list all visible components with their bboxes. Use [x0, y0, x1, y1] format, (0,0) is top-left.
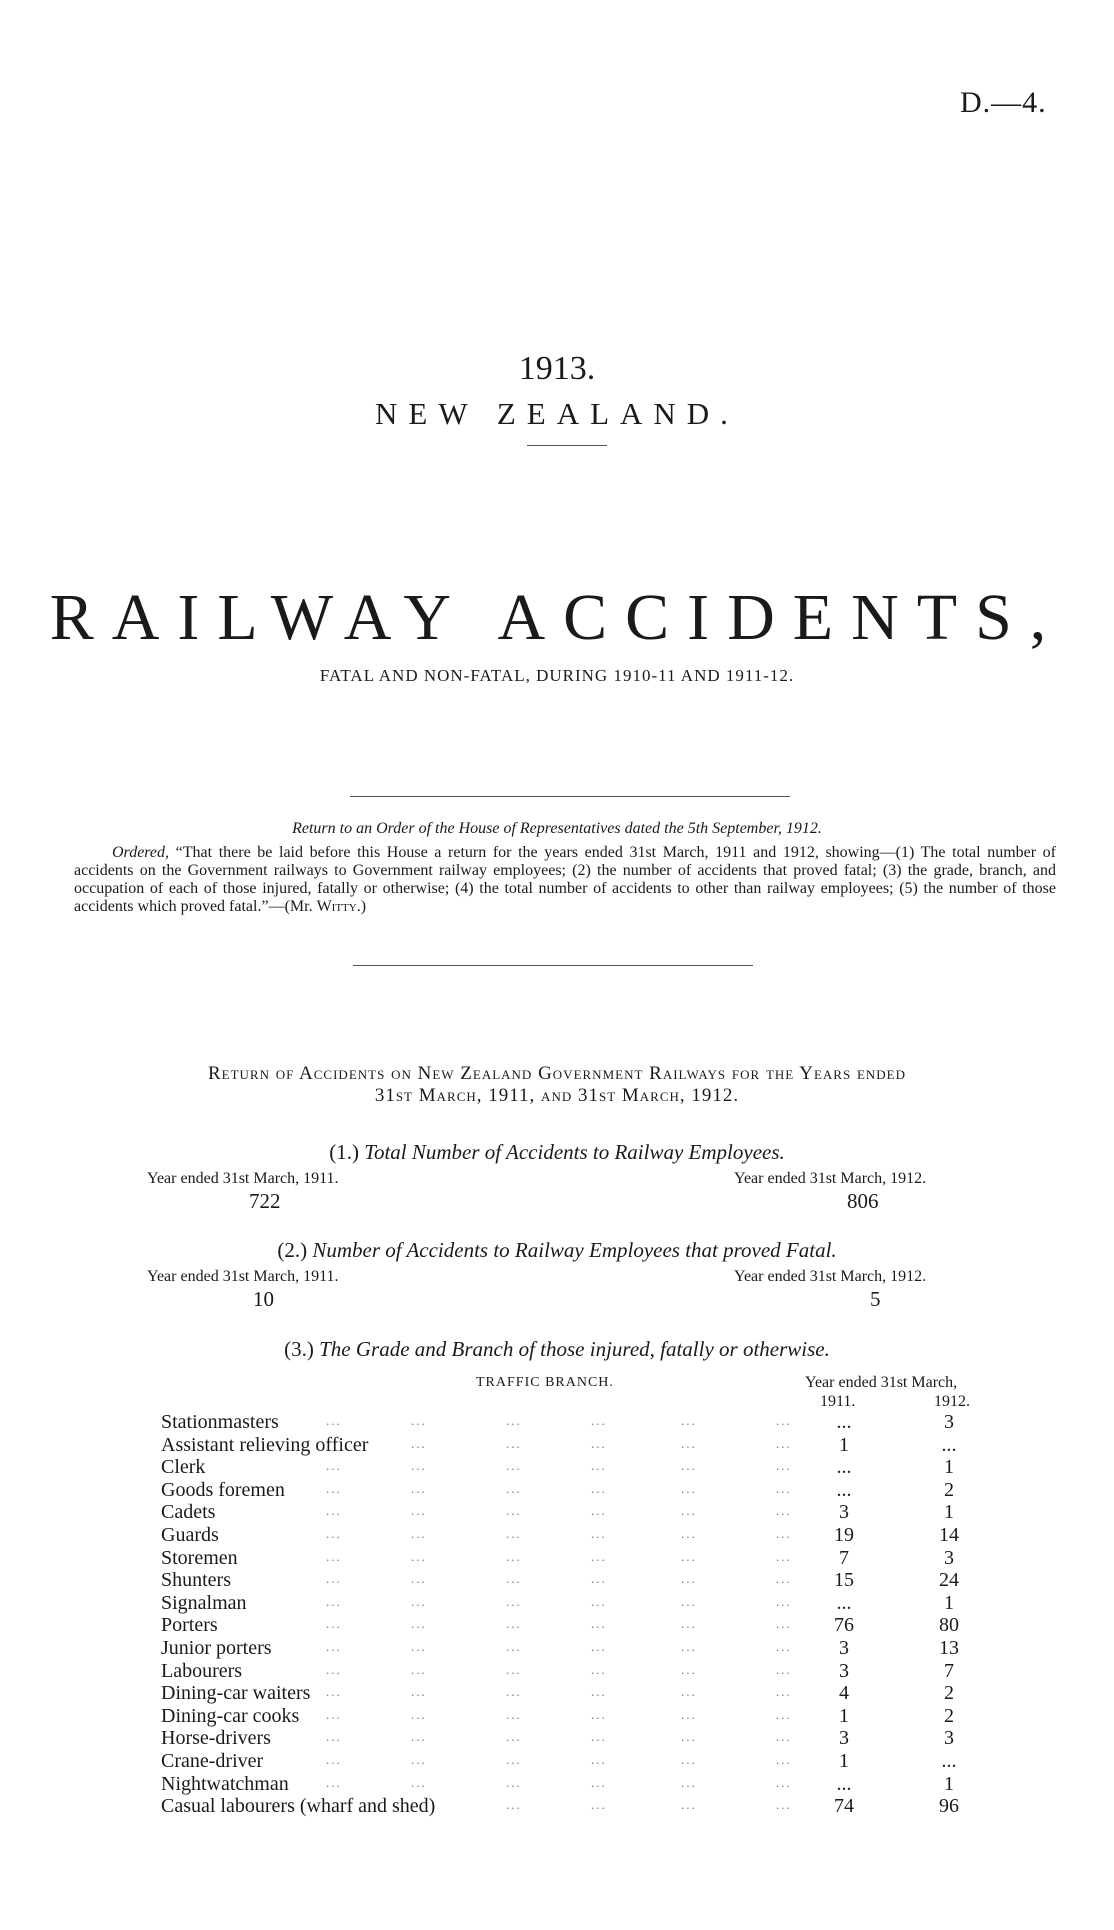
row-label: Crane-driver [161, 1750, 269, 1773]
section2-title: Number of Accidents to Railway Employees that proved Fatal. [312, 1238, 837, 1262]
value-1912: 13 [939, 1637, 959, 1659]
value-1912: 3 [944, 1546, 954, 1569]
value-1912: 1 [944, 1591, 954, 1614]
value-1912: 2 [944, 1704, 954, 1727]
value-1912: 3 [944, 1727, 954, 1750]
row-label: Junior porters [161, 1637, 278, 1660]
return-title [80, 1063, 1034, 1107]
value-1911: 1 [839, 1704, 849, 1727]
branch-heading: TRAFFIC BRANCH. [476, 1375, 614, 1390]
row-label: Dining-car cooks [161, 1705, 305, 1728]
value-1912: 80 [939, 1614, 959, 1637]
column-header: Year ended 31st March, [805, 1374, 958, 1391]
value-1912: 96 [939, 1795, 959, 1818]
value-1912: 1 [944, 1501, 954, 1524]
row-label: Casual labourers (wharf and shed) [161, 1795, 441, 1818]
document-reference: D.—4. [960, 86, 1047, 119]
value-1911: 3 [839, 1637, 849, 1659]
row-label: Porters [161, 1614, 224, 1637]
row-label: Storemen [161, 1547, 244, 1570]
row-label: Guards [161, 1524, 225, 1547]
value-1912: 2 [944, 1682, 954, 1705]
section1-value-1912: 806 [847, 1189, 879, 1213]
value-1911: ... [836, 1456, 852, 1479]
column-1912: 1912. [934, 1393, 970, 1410]
value-1912: ... [941, 1750, 957, 1772]
row-label: Cadets [161, 1501, 221, 1524]
page-subtitle: FATAL AND NON-FATAL, DURING 1910-11 AND 1911-12. [319, 666, 795, 685]
value-1912: 1 [944, 1772, 954, 1795]
page-title: RAILWAY ACCIDENTS, [49, 581, 1065, 654]
order-text [74, 844, 1056, 916]
publication-year: 1913. [518, 350, 596, 387]
value-1911: 3 [839, 1501, 849, 1524]
row-label: Dining-car waiters [161, 1682, 316, 1705]
row-label: Signalman [161, 1592, 253, 1615]
value-1911: ... [836, 1478, 852, 1501]
section2-value-1911: 10 [253, 1287, 274, 1311]
row-label: Shunters [161, 1569, 237, 1592]
value-1912: ... [941, 1433, 957, 1456]
section1-label-1911: Year ended 31st March, 1911. [147, 1170, 339, 1187]
value-1911: 3 [839, 1659, 849, 1682]
return-title-line1: Return of Accidents on New Zealand Government Railways for the Years ended [207, 1063, 907, 1084]
section1-heading [0, 1140, 1114, 1165]
divider [353, 965, 753, 966]
row-label: Stationmasters [161, 1411, 285, 1434]
section2-number: (2.) [277, 1238, 308, 1262]
divider [350, 796, 790, 797]
value-1911: 15 [834, 1569, 854, 1592]
section2-value-1912: 5 [870, 1287, 881, 1311]
section1-label-1912: Year ended 31st March, 1912. [734, 1170, 927, 1187]
section1-number: (1.) [329, 1140, 359, 1164]
order-closing: .) [356, 898, 367, 915]
section3-number: (3.) [284, 1337, 314, 1361]
value-1911: 1 [839, 1433, 849, 1456]
value-1912: 14 [939, 1524, 959, 1546]
row-label: Clerk [161, 1456, 211, 1479]
section3-heading [0, 1337, 1114, 1362]
value-1911: ... [836, 1591, 852, 1614]
value-1911: 76 [834, 1614, 854, 1637]
column-1911: 1911. [820, 1393, 856, 1410]
row-label: Assistant relieving officer [161, 1434, 374, 1457]
value-1911: ... [836, 1772, 852, 1795]
value-1912: 3 [944, 1411, 954, 1433]
section1-value-1911: 722 [249, 1189, 281, 1213]
order-heading: Return to an Order of the House of Representatives dated the 5th September, 1912. [292, 820, 822, 837]
row-label: Nightwatchman [161, 1773, 295, 1796]
ordered-word: Ordered, [112, 844, 170, 861]
value-1911: 74 [834, 1795, 854, 1818]
value-1911: 7 [839, 1546, 849, 1569]
value-1911: 1 [839, 1750, 849, 1772]
order-body: “That there be laid before this House a return for the years ended 31st March, 1911 and 1912, showing—(1) The total number of accidents on the Government railways to Government railway employees; (2) the number of accidents that proved fatal; (3) the grade, branch, and occupation of each of those injured, fatally or otherwise; (4) the total number of accidents to other than railway employees; (5) the number of those accidents which proved fatal.”—(Mr. [74, 844, 1057, 915]
value-1911: 19 [834, 1524, 854, 1546]
country-heading: NEW ZEALAND. [375, 396, 739, 431]
return-title-line2: 31st March, 1911, and 31st March, 1912. [374, 1085, 740, 1106]
divider [527, 445, 607, 446]
section3-title: The Grade and Branch of those injured, fatally or otherwise. [319, 1337, 830, 1361]
row-label: Horse-drivers [161, 1727, 277, 1750]
value-1912: 24 [939, 1569, 959, 1592]
section2-heading [0, 1238, 1114, 1263]
section1-title: Total Number of Accidents to Railway Employees. [364, 1140, 785, 1164]
value-1911: 4 [839, 1682, 849, 1705]
value-1912: 1 [944, 1456, 954, 1479]
section2-label-1912: Year ended 31st March, 1912. [734, 1268, 927, 1285]
value-1911: ... [836, 1411, 852, 1433]
row-label: Labourers [161, 1660, 248, 1683]
value-1911: 3 [839, 1727, 849, 1750]
section2-label-1911: Year ended 31st March, 1911. [147, 1268, 339, 1285]
member-name: Witty [316, 898, 357, 915]
row-label: Goods foremen [161, 1479, 291, 1502]
value-1912: 2 [944, 1478, 954, 1501]
value-1912: 7 [944, 1659, 954, 1682]
